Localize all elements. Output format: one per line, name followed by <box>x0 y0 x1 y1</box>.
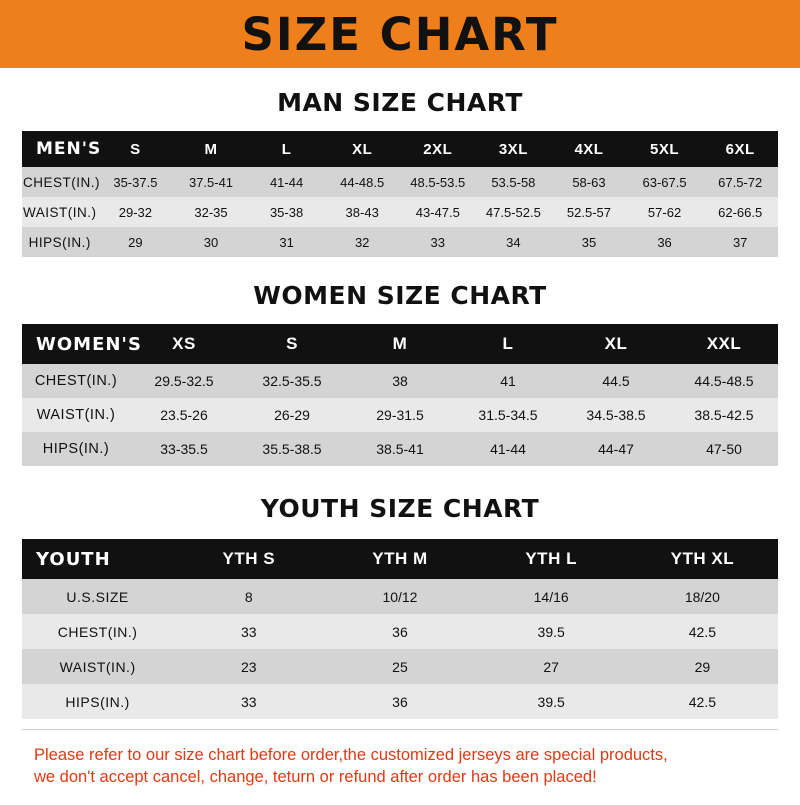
men-cell: 57-62 <box>647 204 682 220</box>
youth-cell: 39.5 <box>537 693 565 710</box>
youth-cell: 14/16 <box>533 588 569 605</box>
men-cell: 36 <box>657 234 672 250</box>
men-header-cell: M <box>204 140 218 158</box>
youth-cell: 27 <box>543 658 559 675</box>
men-cell: 63-67.5 <box>642 174 687 190</box>
men-cell: 35-38 <box>269 204 304 220</box>
youth-header-label: YOUTH <box>36 548 111 570</box>
men-row-label: CHEST(IN.) <box>23 174 100 190</box>
men-cell: 34 <box>506 234 521 250</box>
women-cell: 31.5-34.5 <box>478 407 538 423</box>
table-row <box>22 579 778 614</box>
table-row <box>22 167 778 197</box>
women-cell: 41 <box>500 373 516 389</box>
table-row <box>22 684 778 719</box>
men-cell: 67.5-72 <box>718 174 763 190</box>
women-cell: 32.5-35.5 <box>262 373 322 389</box>
men-size-table <box>22 131 778 257</box>
women-cell: 35.5-38.5 <box>262 441 322 457</box>
women-header-cell: M <box>392 334 408 353</box>
youth-cell: 33 <box>240 623 257 640</box>
youth-header-cell: YTH S <box>222 549 276 568</box>
women-cell: 41-44 <box>490 441 526 457</box>
men-header-cell: L <box>281 140 292 158</box>
table-row <box>22 197 778 227</box>
men-header-cell: 2XL <box>423 140 453 158</box>
men-cell: 31 <box>279 234 294 250</box>
women-header-cell: S <box>286 334 298 353</box>
table-header-row <box>22 324 778 364</box>
youth-section-title: YOUTH SIZE CHART <box>260 494 540 523</box>
men-row-label: WAIST(IN.) <box>23 204 97 220</box>
men-cell: 33 <box>430 234 445 250</box>
men-cell: 62-66.5 <box>718 204 763 220</box>
youth-row-label: U.S.SIZE <box>66 588 129 605</box>
men-cell: 41-44 <box>269 174 304 190</box>
women-cell: 23.5-26 <box>160 407 208 423</box>
women-header-cell: XL <box>604 334 628 353</box>
youth-cell: 42.5 <box>688 693 716 710</box>
women-cell: 26-29 <box>274 407 310 423</box>
banner <box>0 0 800 68</box>
women-header-cell: L <box>502 334 514 353</box>
men-cell: 43-47.5 <box>415 204 460 220</box>
men-cell: 47.5-52.5 <box>485 204 541 220</box>
women-section-title: WOMEN SIZE CHART <box>253 281 547 310</box>
men-cell: 58-63 <box>572 174 606 190</box>
men-header-cell: 5XL <box>650 140 680 158</box>
men-cell: 35-37.5 <box>113 174 158 190</box>
youth-cell: 25 <box>392 658 408 675</box>
women-row-label: HIPS(IN.) <box>42 441 110 457</box>
men-cell: 52.5-57 <box>566 204 611 220</box>
table-row <box>22 398 778 432</box>
women-cell: 34.5-38.5 <box>586 407 646 423</box>
footer-note <box>22 730 778 805</box>
men-cell: 32 <box>354 234 370 250</box>
women-cell: 33-35.5 <box>160 441 208 457</box>
women-size-table <box>22 324 778 466</box>
men-section-title: MAN SIZE CHART <box>277 88 523 117</box>
footer-note-line-1: Please refer to our size chart before order,the customized jerseys are special products, <box>34 746 668 764</box>
youth-size-table <box>22 539 778 719</box>
men-header-cell: 3XL <box>498 140 528 158</box>
women-cell: 38 <box>392 373 408 389</box>
table-header-row <box>22 131 778 167</box>
men-cell: 48.5-53.5 <box>410 174 466 190</box>
youth-row-label: CHEST(IN.) <box>57 623 138 640</box>
youth-header-cell: YTH L <box>525 549 577 568</box>
men-cell: 38-43 <box>345 204 379 220</box>
men-header-cell: 6XL <box>725 140 755 158</box>
men-cell: 37 <box>732 234 748 250</box>
page-title: SIZE CHART <box>241 7 559 61</box>
men-cell: 30 <box>203 234 219 250</box>
youth-header-cell: YTH M <box>372 549 428 568</box>
youth-row-label: HIPS(IN.) <box>65 693 130 710</box>
women-cell: 44-47 <box>598 441 634 457</box>
youth-row-label: WAIST(IN.) <box>59 658 136 675</box>
women-header-label: WOMEN'S <box>36 333 142 355</box>
men-row-label: HIPS(IN.) <box>28 234 91 250</box>
men-header-label: MEN'S <box>36 139 102 159</box>
table-row <box>22 649 778 684</box>
women-cell: 29.5-32.5 <box>154 373 214 389</box>
table-row <box>22 614 778 649</box>
women-row-label: CHEST(IN.) <box>34 373 118 389</box>
content <box>0 68 800 805</box>
men-cell: 29 <box>128 234 143 250</box>
table-row <box>22 364 778 398</box>
men-cell: 29-32 <box>118 204 153 220</box>
women-cell: 38.5-41 <box>376 441 424 457</box>
men-cell: 37.5-41 <box>188 174 234 190</box>
women-header-cell: XXL <box>706 334 742 353</box>
men-header-cell: 4XL <box>574 140 604 158</box>
youth-cell: 8 <box>244 588 253 605</box>
youth-cell: 39.5 <box>537 623 565 640</box>
women-cell: 44.5 <box>602 373 630 389</box>
men-cell: 44-48.5 <box>340 174 385 190</box>
men-cell: 53.5-58 <box>491 174 536 190</box>
youth-cell: 29 <box>694 658 711 675</box>
men-header-cell: S <box>130 140 141 158</box>
youth-cell: 18/20 <box>684 588 720 605</box>
women-header-cell: XS <box>172 334 196 353</box>
women-cell: 47-50 <box>706 441 742 457</box>
men-cell: 35 <box>581 234 597 250</box>
youth-header-cell: YTH XL <box>670 549 735 568</box>
footer-note-line-2: we don't accept cancel, change, teturn or refund after order has been placed! <box>34 768 597 787</box>
table-row <box>22 432 778 466</box>
youth-cell: 33 <box>240 693 257 710</box>
women-row-label: WAIST(IN.) <box>36 407 116 423</box>
youth-cell: 23 <box>240 658 257 675</box>
women-cell: 38.5-42.5 <box>694 407 754 423</box>
women-cell: 29-31.5 <box>376 407 424 423</box>
men-cell: 32-35 <box>194 204 228 220</box>
youth-cell: 36 <box>392 693 408 710</box>
youth-cell: 10/12 <box>382 588 418 605</box>
table-header-row <box>22 539 778 579</box>
women-cell: 44.5-48.5 <box>694 373 754 389</box>
table-row <box>22 227 778 257</box>
youth-cell: 42.5 <box>688 623 716 640</box>
men-header-cell: XL <box>352 140 373 158</box>
youth-cell: 36 <box>392 623 408 640</box>
